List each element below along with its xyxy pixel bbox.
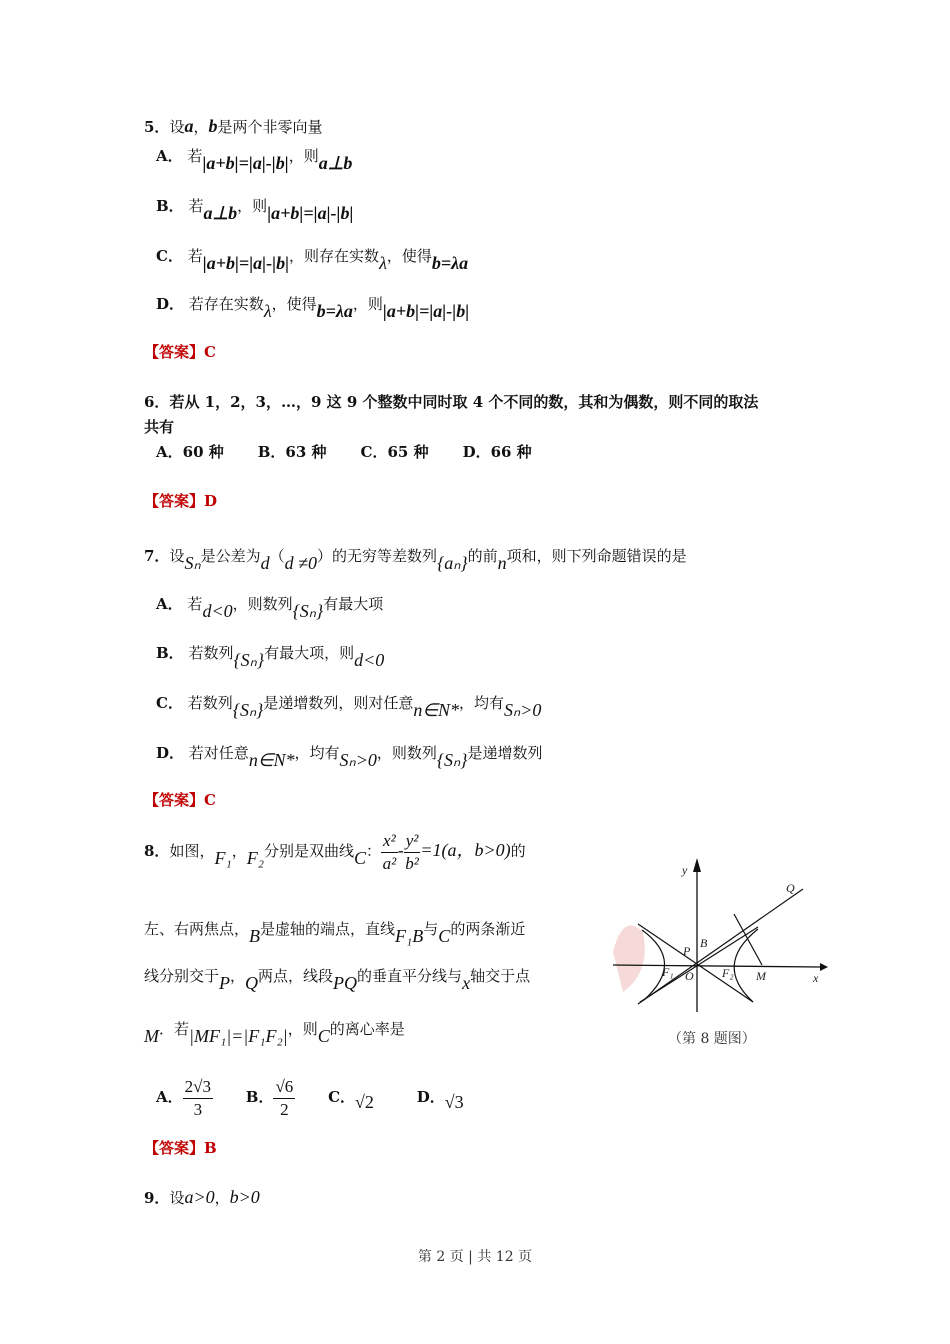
q5-option-d [156,293,470,321]
numerator: 2√3 [183,1076,213,1099]
label-f2: F₂ [722,966,734,980]
answer-label: 【答案】 [144,791,205,809]
q7-option-b [156,642,385,670]
text: 项和，则下列命题错误的是 [506,547,687,565]
option-label: C． [328,1088,356,1106]
option-c: C．65 种 [360,443,429,461]
question-number: 8． [144,842,170,860]
text: 若数列 [188,644,234,662]
label-m: M [756,969,766,983]
q5-option-b [156,195,354,223]
text: 是递增数列 [467,744,543,762]
label-p: P [683,944,691,958]
text: 的离心率是 [329,1020,405,1038]
text: 是递增数列，则对任意 [263,694,414,712]
text: ）的无穷等差数列 [317,547,438,565]
text: 设 [169,1189,185,1207]
option-label: D． [416,1088,445,1106]
math: Sₙ [184,553,201,573]
text: ， [231,842,247,860]
text: 线分别交于 [144,967,220,985]
math: {Sₙ} [292,601,324,621]
label-f1: F₁ [662,965,674,979]
q7-answer [144,790,216,810]
option-a-value [183,1076,213,1121]
answer-value: D [204,492,218,510]
text: ，使得 [271,295,317,313]
q7-option-d [156,742,543,770]
question-number: 9． [144,1189,170,1207]
answer-value: C [204,343,216,361]
answer-value: C [204,791,216,809]
text: ，则 [237,197,268,215]
math: {aₙ} [437,553,468,573]
text: 若 [188,197,204,215]
math: F₁ [214,848,232,868]
q8-answer [144,1138,217,1158]
hyperbola-figure [608,852,828,1027]
question-7-stem [144,545,687,573]
math: n [497,553,507,573]
math: b [208,116,218,136]
text: ，均有 [294,744,340,762]
text: 是虚轴的端点，直线 [260,920,396,938]
math: {Sₙ} [233,650,265,670]
denominator: a² [382,853,397,873]
answer-value: B [204,1139,217,1157]
question-8-line-1 [144,828,526,875]
numerator: √6 [273,1076,295,1099]
page-footer: 第 2 页 | 共 12 页 [417,1249,533,1265]
option-label: B． [156,644,184,662]
option-label: C． [156,694,183,712]
text: 的 [510,842,526,860]
text: 设 [169,118,185,136]
text: 如图， [169,842,215,860]
text: 若存在实数 [188,295,264,313]
label-q: Q [786,881,795,895]
text: ，则 [352,295,383,313]
q5-answer [144,342,216,362]
text: 有最大项，则 [264,644,355,662]
text: 的前 [467,547,498,565]
line-f1b [638,889,803,1004]
math: Q [245,973,259,993]
text: 与 [423,920,439,938]
math: P [219,973,231,993]
text: 的垂直平分线与 [357,967,463,985]
text: ，则数列 [232,595,293,613]
q7-option-c [156,692,542,720]
question-5-stem [144,116,322,137]
text: 若从 1，2，3，…，9 这 9 个整数中同时取 4 个不同的数，其和为偶数，则不同的取法 [169,393,759,411]
label-o: O [685,969,694,983]
math: a>0 [184,1187,215,1207]
math: Sₙ>0 [504,700,542,720]
text: 是两个非零向量 [217,118,323,136]
math: d ≠0 [284,553,318,573]
question-number: 7． [144,547,170,565]
q6-options [156,442,532,462]
math: |MF₁|=|F₁F₂| [189,1026,288,1046]
option-label: B． [156,197,184,215]
math: C [354,848,367,868]
denominator: 2 [280,1099,289,1119]
text: ，则数列 [376,744,437,762]
math: M [144,1026,159,1046]
option-label: A． [156,595,183,613]
option-c-value: √2 [355,1092,374,1112]
question-8-line-2 [144,918,526,946]
option-label: A． [156,147,183,165]
text: 设 [169,547,185,565]
math: B [249,926,261,946]
option-a: A．60 种 [156,443,224,461]
text: 若 [187,247,203,265]
text: ，则存在实数 [289,247,380,265]
x-axis-arrow [820,963,828,971]
math: {Sₙ} [436,750,468,770]
math: λ [263,301,272,321]
option-label: C． [156,247,183,265]
answer-label: 【答案】 [144,492,205,510]
label-b: B [700,936,708,950]
math: Sₙ>0 [339,750,377,770]
text: 有最大项 [323,595,384,613]
x-axis [613,965,820,967]
math: |a+b|=|a|-|b| [202,153,289,173]
math: |a+b|=|a|-|b| [267,203,354,223]
question-8-line-4 [144,1018,405,1046]
option-label: D． [156,744,185,762]
answer-label: 【答案】 [144,1139,205,1157]
fraction-y [404,830,421,875]
watermark-logo [613,925,645,992]
text: 轴交于点 [470,967,531,985]
text: ， [193,118,209,136]
math: x [462,973,471,993]
question-6-stem [144,392,758,412]
q5-option-a [156,145,353,173]
question-6-stem-cont: 共有 [144,418,175,436]
numerator: y² [404,830,421,853]
math: F₂ [246,848,264,868]
text: ： [366,842,382,860]
label-x: x [813,971,819,985]
question-number: 6． [144,393,170,411]
denominator: 3 [193,1099,203,1119]
figure-caption: （第 8 题图） [668,1031,756,1047]
math: C [438,926,451,946]
text: ，则 [288,147,319,165]
math: C [317,1026,330,1046]
question-8-line-3 [144,965,531,993]
option-label: A． [156,1088,183,1106]
math: |a+b|=|a|-|b| [382,301,470,321]
math: d<0 [202,601,233,621]
math: |a+b|=|a|-|b| [202,253,290,273]
option-label: D． [156,295,185,313]
text: ，使得 [386,247,432,265]
math: d<0 [354,650,385,670]
option-d: D．66 种 [462,443,532,461]
math: b>0 [229,1187,260,1207]
text: 左、右两焦点， [144,920,250,938]
numerator: x² [381,830,398,853]
math: a [184,116,194,136]
text: 两点，线段 [258,967,334,985]
math: - [397,840,404,860]
q8-options [156,1072,464,1121]
text: 若对任意 [188,744,249,762]
math: d [260,553,270,573]
label-y: y [682,863,688,877]
option-d-value: √3 [444,1092,464,1112]
denominator: b² [405,853,419,873]
option-label: B． [245,1088,274,1106]
math: a⊥b [318,153,353,173]
q5-option-c [156,245,469,273]
math: b=λa [431,253,469,273]
math: a⊥b [203,203,238,223]
math: PQ [333,973,358,993]
text: ．若 [159,1020,190,1038]
q6-answer [144,491,217,511]
text: 分别是双曲线 [264,842,355,860]
text: （ [269,547,285,565]
text: 若数列 [187,694,233,712]
math: F₁B [395,926,424,946]
text: 若 [187,147,203,165]
fraction-x [381,830,398,875]
text: ， [230,967,246,985]
text: 的两条渐近 [450,920,526,938]
text: ，均有 [459,694,505,712]
math: λ [379,253,387,273]
math: =1(a，b>0) [420,840,511,860]
text: 是公差为 [200,547,261,565]
option-b-value [273,1076,295,1121]
answer-label: 【答案】 [144,343,205,361]
math: b=λa [316,301,353,321]
y-axis-arrow [693,858,701,872]
option-b: B．63 种 [257,443,327,461]
question-9-stem [144,1187,260,1208]
text: ， [214,1189,230,1207]
text: 若 [187,595,203,613]
math: n∈N* [413,700,460,720]
math: n∈N* [248,750,295,770]
q7-option-a [156,593,384,621]
math: {Sₙ} [232,700,264,720]
text: ，则 [287,1020,318,1038]
question-number: 5． [144,118,170,136]
